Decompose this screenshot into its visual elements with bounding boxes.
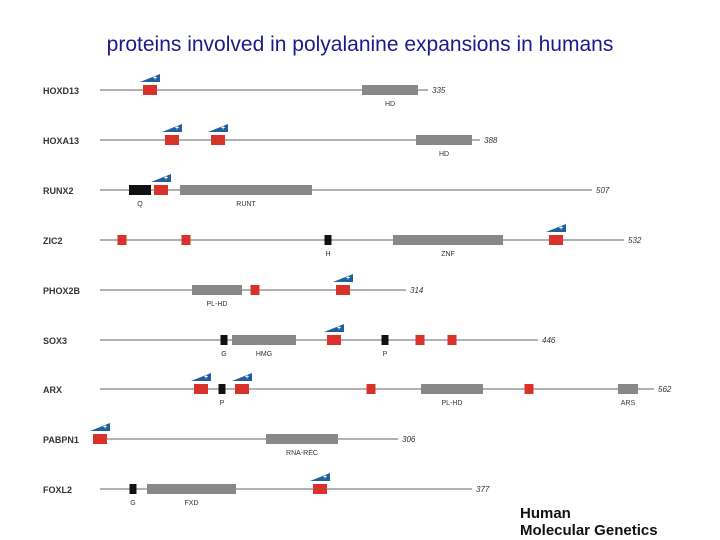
protein-name: HOXA13 xyxy=(43,136,80,146)
domain-box xyxy=(421,384,483,394)
polyalanine-tract xyxy=(118,235,127,245)
expansion-plus-icon: + xyxy=(152,75,158,82)
expansion-plus-icon: + xyxy=(102,424,108,431)
protein-length-label: 507 xyxy=(596,186,610,195)
diagram-title: proteins involved in polyalanine expansions in humans xyxy=(106,33,614,56)
polyalanine-tract xyxy=(525,384,534,394)
motif-box xyxy=(129,185,151,195)
motif-label: P xyxy=(382,351,388,358)
domain-label: PL-HD xyxy=(441,400,463,407)
expansion-plus-icon: + xyxy=(336,325,342,332)
protein-name: ARX xyxy=(43,385,63,395)
protein-row-arx xyxy=(43,373,672,407)
protein-row-hoxd13 xyxy=(43,74,446,108)
domain-box xyxy=(180,185,312,195)
expansion-plus-icon: + xyxy=(163,175,169,182)
expansion-plus-icon: + xyxy=(220,125,226,132)
protein-row-foxl2 xyxy=(43,473,490,507)
polyalanine-tract xyxy=(182,235,191,245)
motif-label: Q xyxy=(137,201,143,208)
polyalanine-tract xyxy=(313,484,327,494)
protein-name: HOXD13 xyxy=(43,86,80,96)
protein-row-zic2 xyxy=(43,224,642,258)
protein-name: PABPN1 xyxy=(43,435,79,445)
expansion-plus-icon: + xyxy=(203,374,209,381)
protein-length-label: 377 xyxy=(476,485,490,494)
domain-label: RNA-REC xyxy=(286,450,318,457)
motif-label: G xyxy=(130,500,136,507)
protein-length-label: 388 xyxy=(484,136,498,145)
polyalanine-tract xyxy=(165,135,179,145)
protein-row-hoxa13 xyxy=(43,124,498,158)
domain-label: HMG xyxy=(255,351,273,358)
expansion-plus-icon: + xyxy=(345,275,351,282)
protein-name: ZIC2 xyxy=(43,236,63,246)
protein-name: RUNX2 xyxy=(43,186,74,196)
domain-box xyxy=(362,85,418,95)
domain-box xyxy=(416,135,472,145)
expansion-plus-icon: + xyxy=(174,125,180,132)
domain-label: HD xyxy=(438,151,450,158)
journal-logo xyxy=(520,505,658,539)
domain-label: ARS xyxy=(620,400,636,407)
protein-row-pabpn1 xyxy=(43,423,416,457)
expansion-plus-icon: + xyxy=(558,225,564,232)
polyalanine-tract xyxy=(143,85,157,95)
protein-length-label: 532 xyxy=(628,236,642,245)
motif-box xyxy=(130,484,137,494)
domain-label: ZNF xyxy=(441,251,455,258)
polyalanine-tract xyxy=(336,285,350,295)
domain-label: RUNT xyxy=(236,201,256,208)
polyalanine-tract xyxy=(416,335,425,345)
protein-row-runx2 xyxy=(43,174,610,208)
polyalanine-tract xyxy=(549,235,563,245)
motif-box xyxy=(382,335,389,345)
domain-box xyxy=(232,335,296,345)
polyalanine-tract xyxy=(154,185,168,195)
polyalanine-tract xyxy=(327,335,341,345)
motif-label: P xyxy=(219,400,225,407)
domain-box xyxy=(192,285,242,295)
domain-label: PL-HD xyxy=(206,301,228,308)
protein-row-sox3 xyxy=(43,324,556,358)
polyalanine-tract xyxy=(235,384,249,394)
expansion-plus-icon: + xyxy=(322,474,328,481)
journal-logo-line-2: Molecular Genetics xyxy=(520,522,658,539)
polyalanine-tract xyxy=(251,285,260,295)
polyalanine-tract xyxy=(367,384,376,394)
polyalanine-tract xyxy=(93,434,107,444)
motif-box xyxy=(219,384,226,394)
expansion-plus-icon: + xyxy=(244,374,250,381)
protein-name: SOX3 xyxy=(43,336,68,346)
motif-label: H xyxy=(325,251,331,258)
domain-box xyxy=(266,434,338,444)
motif-label: G xyxy=(221,351,227,358)
protein-length-label: 314 xyxy=(410,286,424,295)
polyalanine-tract xyxy=(194,384,208,394)
protein-length-label: 446 xyxy=(542,336,556,345)
protein-length-label: 335 xyxy=(432,86,446,95)
domain-box xyxy=(147,484,236,494)
protein-row-phox2b xyxy=(43,274,424,308)
domain-box xyxy=(393,235,503,245)
domain-box xyxy=(618,384,638,394)
domain-label: FXD xyxy=(184,500,199,507)
protein-name: FOXL2 xyxy=(43,485,73,495)
motif-box xyxy=(221,335,228,345)
protein-name: PHOX2B xyxy=(43,286,81,296)
polyalanine-tract xyxy=(211,135,225,145)
motif-box xyxy=(325,235,332,245)
journal-logo-line-1: Human xyxy=(520,505,571,522)
domain-label: HD xyxy=(384,101,396,108)
protein-length-label: 306 xyxy=(402,435,416,444)
polyalanine-tract xyxy=(448,335,457,345)
protein-length-label: 562 xyxy=(658,385,672,394)
